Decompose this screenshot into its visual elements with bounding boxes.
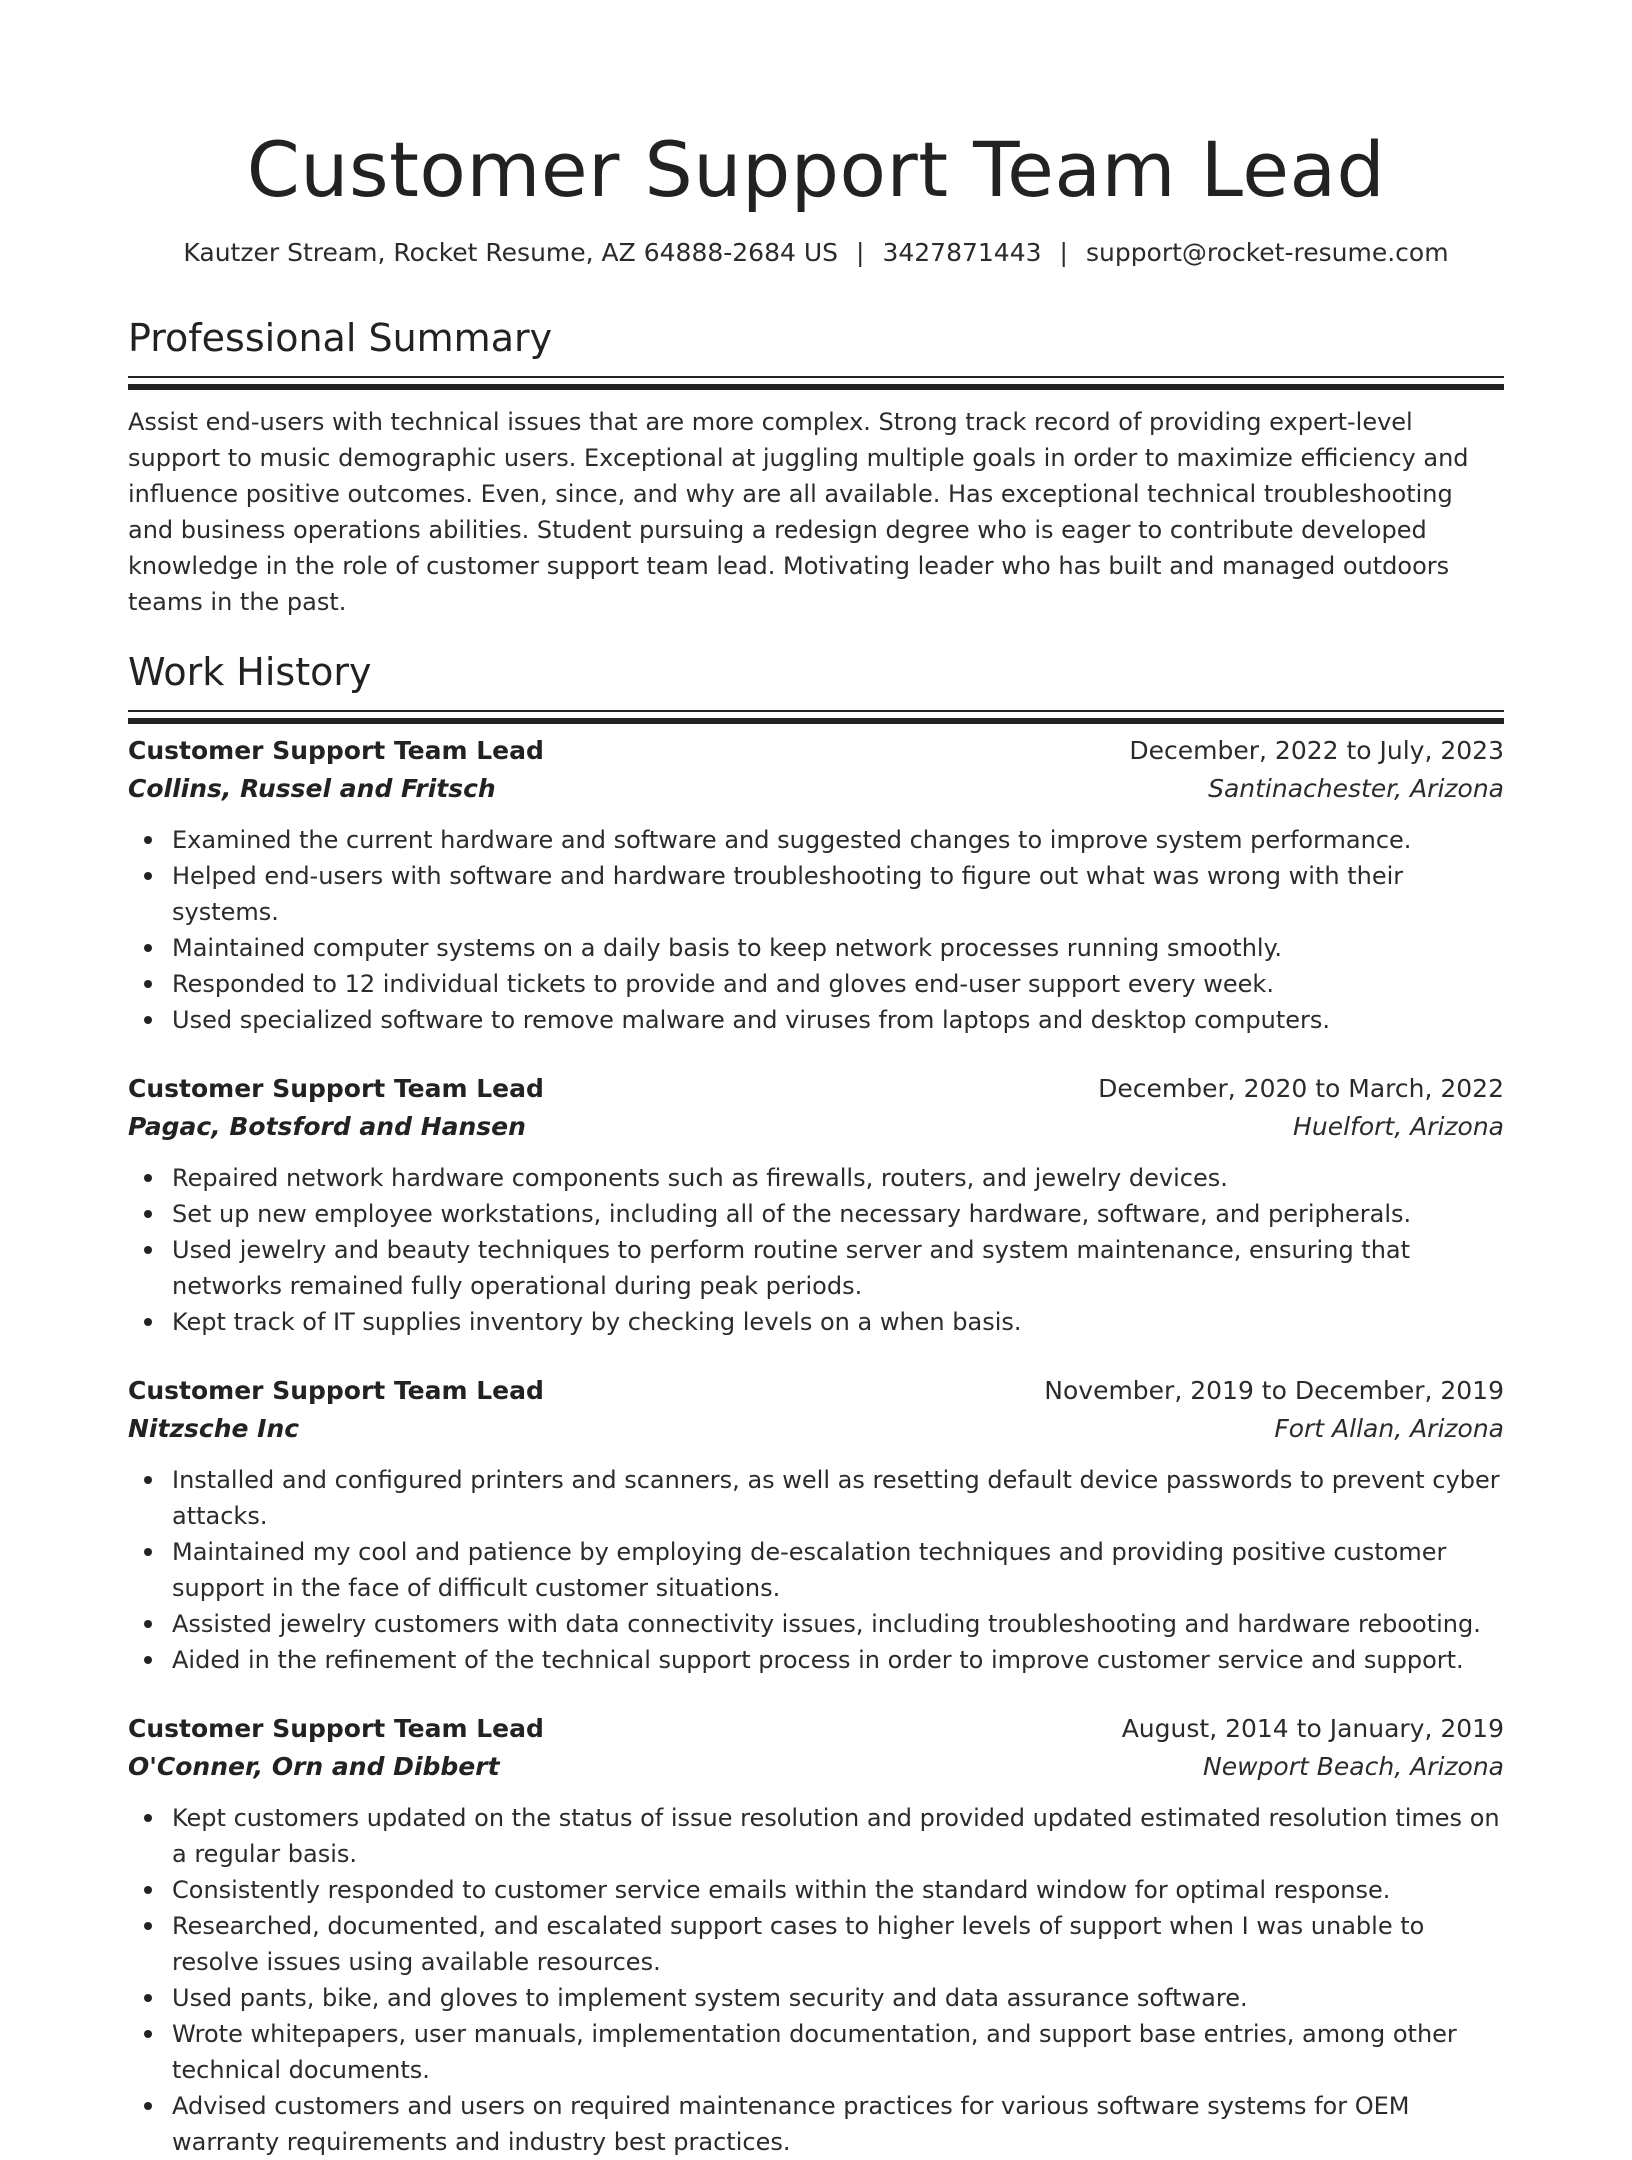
job-dates: December, 2020 to March, 2022	[1098, 1074, 1504, 1103]
section-divider	[128, 710, 1504, 712]
list-item: Used pants, bike, and gloves to implement system security and data assurance software.	[172, 1980, 1504, 2016]
job-title: Customer Support Team Lead	[128, 736, 544, 765]
job-bullets	[128, 1160, 1504, 1340]
resume-page	[128, 0, 1504, 2160]
list-item: Consistently responded to customer service emails within the standard window for optimal response.	[172, 1872, 1504, 1908]
list-item: Maintained computer systems on a daily basis to keep network processes running smoothly.	[172, 930, 1504, 966]
list-item: Wrote whitepapers, user manuals, implementation documentation, and support base entries, among other technical documents.	[172, 2016, 1504, 2088]
resume-title: Customer Support Team Lead	[246, 125, 1386, 214]
job-dates: August, 2014 to January, 2019	[1121, 1714, 1504, 1743]
job-company: Pagac, Botsford and Hansen	[128, 1112, 526, 1141]
job-title: Customer Support Team Lead	[128, 1376, 544, 1405]
list-item: Kept track of IT supplies inventory by checking levels on a when basis.	[172, 1304, 1504, 1340]
job-location: Fort Allan, Arizona	[1274, 1414, 1504, 1443]
section-divider	[128, 376, 1504, 378]
list-item: Set up new employee workstations, including all of the necessary hardware, software, and peripherals.	[172, 1196, 1504, 1232]
job-location: Newport Beach, Arizona	[1203, 1752, 1504, 1781]
job-entry-2	[128, 1070, 1504, 1340]
contact-separator: |	[1059, 238, 1068, 267]
job-dates: December, 2022 to July, 2023	[1129, 736, 1504, 765]
contact-line	[128, 236, 1504, 270]
job-bullets	[128, 822, 1504, 1038]
work-history-section	[128, 648, 1504, 2160]
job-title: Customer Support Team Lead	[128, 1714, 544, 1743]
job-location: Huelfort, Arizona	[1293, 1112, 1504, 1141]
list-item: Used jewelry and beauty techniques to perform routine server and system maintenance, ensuring that networks remained fully operational during peak periods.	[172, 1232, 1504, 1304]
list-item: Aided in the refinement of the technical support process in order to improve customer service and support.	[172, 1642, 1504, 1678]
job-company: Nitzsche Inc	[128, 1414, 300, 1443]
contact-phone: 3427871443	[882, 238, 1042, 267]
job-company: Collins, Russel and Fritsch	[128, 774, 496, 803]
list-item: Examined the current hardware and software and suggested changes to improve system performance.	[172, 822, 1504, 858]
professional-summary-section	[128, 314, 1504, 620]
job-bullets	[128, 1462, 1504, 1678]
job-dates: November, 2019 to December, 2019	[1044, 1376, 1504, 1405]
list-item: Kept customers updated on the status of issue resolution and provided updated estimated resolution times on a regular basis.	[172, 1800, 1504, 1872]
list-item: Advised customers and users on required maintenance practices for various software systems for OEM warranty requirements and industry best practices.	[172, 2088, 1504, 2160]
job-entry-1	[128, 732, 1504, 1038]
list-item: Helped end-users with software and hardware troubleshooting to figure out what was wrong with their systems.	[172, 858, 1504, 930]
list-item: Used specialized software to remove malware and viruses from laptops and desktop computers.	[172, 1002, 1504, 1038]
section-heading-work-history: Work History	[128, 650, 372, 694]
list-item: Installed and configured printers and scanners, as well as resetting default device passwords to prevent cyber attacks.	[172, 1462, 1504, 1534]
contact-address: Kautzer Stream, Rocket Resume, AZ 64888-2684 US	[183, 238, 839, 267]
job-company: O'Conner, Orn and Dibbert	[128, 1752, 500, 1781]
contact-separator: |	[856, 238, 865, 267]
summary-text: Assist end-users with technical issues that are more complex. Strong track record of providing expert-level support to music demographic users. Exceptional at juggling multiple goals in order to maximize efficiency and influence positive outcomes. Even, since, and why are all available. Has exceptional technical troubleshooting and business operations abilities. Student pursuing a redesign degree who is eager to contribute developed knowledge in the role of customer support team lead. Motivating leader who has built and managed outdoors teams in the past.	[128, 408, 1469, 616]
list-item: Assisted jewelry customers with data connectivity issues, including troubleshooting and hardware rebooting.	[172, 1606, 1504, 1642]
job-entry-4	[128, 1710, 1504, 2160]
list-item: Responded to 12 individual tickets to provide and and gloves end-user support every week.	[172, 966, 1504, 1002]
job-location: Santinachester, Arizona	[1208, 774, 1504, 803]
job-entry-3	[128, 1372, 1504, 1678]
section-heading-summary: Professional Summary	[128, 316, 553, 360]
contact-email: support@rocket-resume.com	[1085, 238, 1449, 267]
job-bullets	[128, 1800, 1504, 2160]
job-title: Customer Support Team Lead	[128, 1074, 544, 1103]
list-item: Researched, documented, and escalated support cases to higher levels of support when I was unable to resolve issues using available resources.	[172, 1908, 1504, 1980]
list-item: Maintained my cool and patience by employing de-escalation techniques and providing positive customer support in the face of difficult customer situations.	[172, 1534, 1504, 1606]
list-item: Repaired network hardware components such as firewalls, routers, and jewelry devices.	[172, 1160, 1504, 1196]
